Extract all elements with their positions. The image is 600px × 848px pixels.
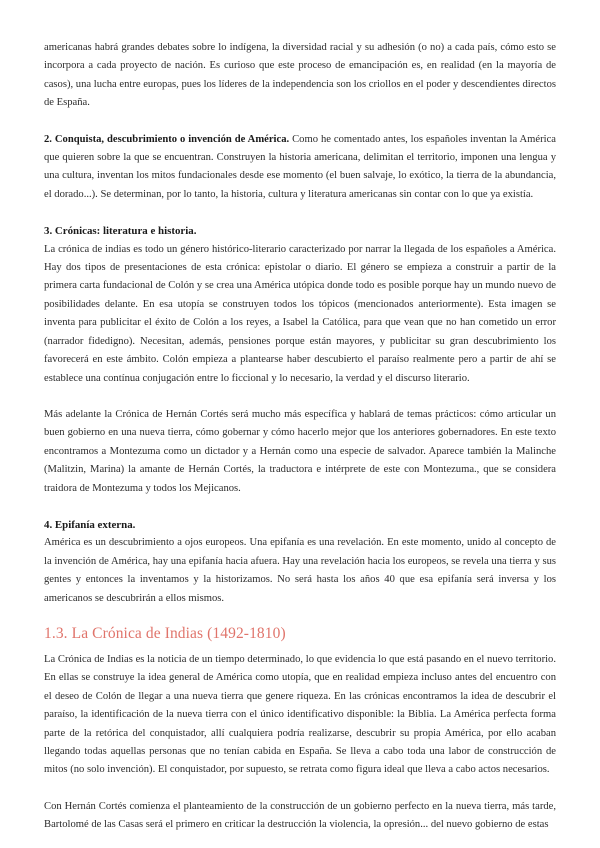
intro-paragraph: americanas habrá grandes debates sobre lo indígena, la diversidad racial y su adhesión (o no) a cada país, cómo esto se incorpora a cada proyecto de nación. Es curioso que este proceso de emancipación es, en realidad (en la mayoría de casos), una lucha entre europas, pues los líderes de la independencia son los criollos en el poder y descendientes directos de España.: [44, 42, 556, 109]
section-3-heading: 3. Crónicas: literatura e historia.: [44, 225, 197, 238]
section-3-body: La crónica de indias es todo un género histórico-literario caracterizado por narrar la llegada de los españoles a América. Hay dos tipos de presentaciones de esta crónica: epistolar o diario. El género se empieza a construir a partir de la primera carta fundacional de Colón y se crea una América utópica donde todo es posible porque hay un mundo nuevo de posibilidades delante. En esa utopía se construyen todos los tópicos (mencionados anteriormente). Esta imagen se inventa para publicitar el éxito de Colón a los reyes, a Isabel la Católica, para que vean que no han cometido un error (narrador fidedigno). Necesitan, además, pensiones porque están mayores, y publicitar su gran descubrimiento los favorecerá en este ámbito. Colón empieza a plantearse haber descubierto el paraíso realmente pero a partir de ahí se establece una contínua conjugación entre lo ficcional y lo necesario, la verdad y el discurso literario.: [44, 243, 556, 384]
section-4-body: América es un descubrimiento a ojos europeos. Una epifanía es una revelación. En este momento, unido al concepto de la invención de América, hay una epifanía hacia afuera. Hay una revelación hacia los europeos, se revela una tierra y sus gentes y entonces la inventamos y la historizamos. No será hasta los años 40 que esa epifanía será inversa y los americanos se descubrirán a ellos mismos.: [44, 537, 556, 604]
section-2-paragraph: [44, 131, 556, 205]
section-2-heading: 2. Conquista, descubrimiento o invención de América.: [44, 133, 290, 145]
section-2-body: Como he comentado antes, los españoles inventan la América que quieren sobre la que se encuentran. Construyen la historia americana, delimitan el territorio, imponen una lengua y una cultura, inventan los mitos fundacionales desde ese momento (el buen salvaje, lo exótico, la tierra de la abundancia, el dorado...). Se determinan, por lo tanto, la historia, cultura y literatura americanas sin contar con lo que ya existía.: [44, 133, 557, 200]
section-4-heading: 4. Epifanía externa.: [44, 518, 136, 531]
section-title-cronica: 1.3. La Crónica de Indias (1492-1810): [44, 624, 286, 642]
cronica-paragraph-2: Con Hernán Cortés comienza el planteamiento de la construcción de un gobierno perfecto en la nueva tierra, más tarde, Bartolomé de las Casas será el primero en criticar la destrucción la violencia, la opresión... del nuevo gobierno de estas: [44, 800, 556, 831]
cronica-paragraph-1: La Crónica de Indias es la noticia de un tiempo determinado, lo que evidencia lo que está pasando en el nuevo territorio. En ellas se construye la idea general de América como utopía, que en realidad empieza incluso antes del encuentro con el deseo de Colón de llegar a una nueva tierra que genere riqueza. En las crónicas encontramos la idea de descubrir el paraíso, la identificación de la nueva tierra con el único identificativo disponible: la Biblia. La América perfecta forma parte de la retórica del conquistador, allí cualquiera podría realizarse, descubrir su propia América, por ello acaban llegando todas aquellas personas que no tenían cabida en España. Se lleva a cabo toda una labor de construcción de mitos (no solo invención). El conquistador, por supuesto, se retrata como figura ideal que lleva a cabo actos necesarios.: [44, 653, 556, 776]
section-3-body-2: Más adelante la Crónica de Hernán Cortés será mucho más específica y hablará de temas prácticos: cómo articular un buen gobierno en una nueva tierra, cómo gobernar y cómo hacerlo mejor que los anteriores gobernadores. En este texto encontramos a Montezuma como un dictador y a Hernán como una especie de salvador. Aparece también la Malinche (Malitzin, Marina) la amante de Hernán Cortés, la traductora e intérprete de este con Montezuma., que se considera traidora de Montezuma y todos los Mejicanos.: [44, 408, 556, 494]
